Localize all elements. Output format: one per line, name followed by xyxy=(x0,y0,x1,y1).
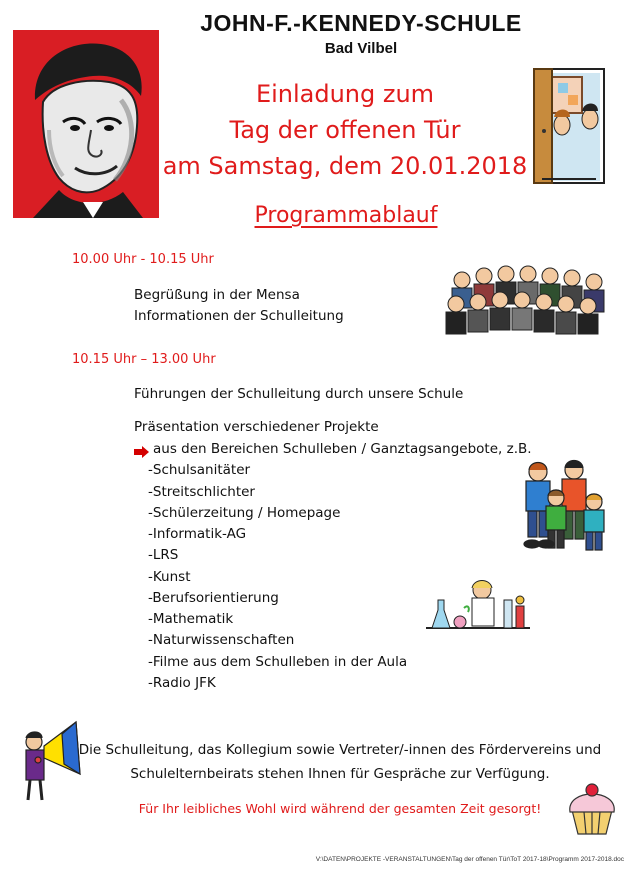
project-item: -Schulsanitäter xyxy=(148,462,251,478)
item-presentation: Präsentation verschiedener Projekte xyxy=(134,419,379,435)
school-name: JOHN-F.-KENNEDY-SCHULE xyxy=(200,10,522,36)
wellbeing-note: Für Ihr leibliches Wohl wird während der gesamten Zeit gesorgt! xyxy=(138,801,542,816)
scientist-icon xyxy=(424,578,534,634)
project-item: -Schülerzeitung / Homepage xyxy=(148,505,341,521)
closing-line1: Die Schulleitung, das Kollegium sowie Vertreter/-innen des Fördervereins und xyxy=(78,742,602,758)
item-welcome: Begrüßung in der Mensa xyxy=(134,287,300,303)
students-icon xyxy=(512,458,610,554)
project-item: -Berufsorientierung xyxy=(148,590,279,606)
time-block-2: 10.15 Uhr – 13.00 Uhr xyxy=(72,352,216,367)
audience-illustration xyxy=(444,262,610,342)
school-city: Bad Vilbel xyxy=(324,40,398,57)
project-item: -Informatik-AG xyxy=(148,526,247,542)
project-item: -Filme aus dem Schulleben in der Aula xyxy=(148,654,408,670)
headline-line2: Tag der offenen Tür xyxy=(229,116,461,144)
cupcake-icon xyxy=(566,782,618,838)
cupcake-illustration xyxy=(566,782,618,842)
project-item: -Mathematik xyxy=(148,611,234,627)
kennedy-portrait xyxy=(13,30,159,218)
kennedy-portrait-drawing xyxy=(13,30,159,218)
project-item: -Kunst xyxy=(148,569,191,585)
project-item: -Radio JFK xyxy=(148,675,216,691)
headline-line1: Einladung zum xyxy=(255,80,435,108)
closing-line2: Schulelternbeirats stehen Ihnen für Gespräche zur Verfügung. xyxy=(130,766,550,782)
item-areas: aus den Bereichen Schulleben / Ganztagsangebote, z.B. xyxy=(153,441,532,457)
item-info: Informationen der Schulleitung xyxy=(134,308,344,324)
program-title: Programmablauf xyxy=(254,203,438,228)
project-item: -LRS xyxy=(148,547,179,563)
project-item: -Streitschlichter xyxy=(148,484,255,500)
project-item: -Naturwissenschaften xyxy=(148,632,295,648)
audience-icon xyxy=(444,262,610,338)
closing-text xyxy=(60,738,620,786)
students-illustration xyxy=(512,458,610,558)
door-illustration xyxy=(532,67,606,189)
science-illustration xyxy=(424,578,534,638)
time-block-1: 10.00 Uhr - 10.15 Uhr xyxy=(72,252,214,267)
headline-line3: am Samstag, dem 20.01.2018 xyxy=(162,152,528,180)
item-tour: Führungen der Schulleitung durch unsere Schule xyxy=(134,386,464,402)
red-arrow-icon xyxy=(134,443,150,462)
document-path: V:\DATEN\PROJEKTE -VERANSTALTUNGEN\Tag der offenen Tür\ToT 2017-18\Programm 2017-2018.doc xyxy=(315,856,624,863)
open-door-icon xyxy=(532,67,606,185)
